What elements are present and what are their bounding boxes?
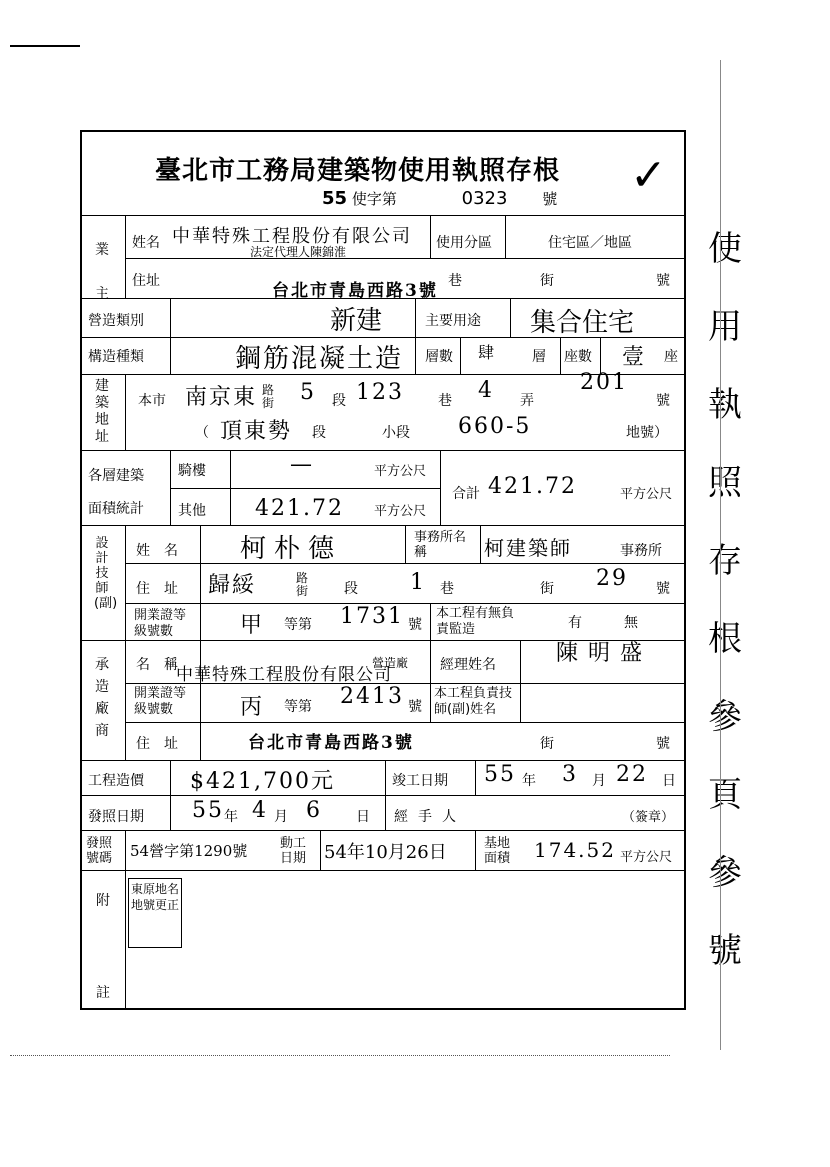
owner-addr-lane: 巷 [448,273,462,289]
site-city: 本市 [138,393,166,409]
contractor-addr-value: 台北市青島西路3號 [248,733,414,753]
page-title: 臺北市工務局建築物使用執照存根 [155,156,561,186]
buildings-value: 壹 [622,345,647,370]
site-section-unit: 段 [312,425,326,441]
site-num-unit: 號 [656,393,670,409]
margin-vertical-text: 使用執照存根參頁參號 [708,229,742,971]
contractor-license-no-unit: 號 [408,699,422,715]
building-unit: 座 [664,349,678,365]
office-suffix: 事務所 [620,543,662,559]
completion-month: 3 [562,762,578,787]
contractor-addr-street: 街 [540,736,554,752]
designer-license-grade: 甲 [240,613,265,638]
contractor-name-label: 名稱 [136,657,192,673]
designer-addr-duan: 段 [344,581,358,597]
contractor-addr-no: 號 [656,736,670,752]
correction-stamp [128,878,182,948]
license-year: 55 [322,188,348,209]
start-date-value: 54年10月26日 [324,842,447,863]
construction-type-value: 新建 [330,306,383,336]
buildings-label: 座數 [564,349,592,365]
permit-value: 54營字第1290號 [130,842,248,860]
structure-label: 構造種類 [88,349,144,365]
site-duan-unit: 段 [332,393,346,409]
scan-edge [720,60,721,1050]
start-date-label: 動工日期 [280,836,307,866]
site-lane: 123 [356,380,404,405]
owner-addr-value: 台北市青島西路3號 [272,281,438,301]
license-suffix: 號 [542,190,558,208]
contractor-section-label: 承造廠商 [95,657,109,739]
remarks-label-2: 註 [96,985,110,1001]
issue-day: 6 [306,798,322,823]
zone-label: 使用分區 [436,235,492,251]
contractor-mgr-label: 經理姓名 [440,657,496,673]
owner-addr-label: 住址 [132,273,160,289]
owner-name: 中華特殊工程股份有限公司 [172,226,412,247]
site-lane-unit: 巷 [438,393,452,409]
construction-type-label: 營造類別 [88,313,144,329]
owner-section-label: 業主 [95,242,109,302]
designer-addr-num-unit: 號 [656,581,670,597]
arcade-unit: 平方公尺 [374,464,427,479]
office-value: 柯建築師 [484,536,572,560]
designer-license-no: 1731 [340,604,404,629]
site-alley-unit: 弄 [520,393,534,409]
supervise-value: 有 [568,615,582,631]
site-road: 南京東 [185,385,258,410]
structure-value: 鋼筋混凝土造 [235,344,404,374]
scan-dash [10,45,80,47]
designer-section-label: 設計技師(副) [94,536,118,611]
site-area-label: 基地面積 [484,836,511,866]
designer-addr-lane: 1 [410,570,426,595]
total-unit: 平方公尺 [620,487,673,502]
total-label: 合計 [452,486,480,502]
completion-day: 22 [616,762,648,787]
floor-area-label-1: 各層建築 [88,468,144,484]
floors-value: 肆 [478,343,497,362]
designer-addr-lane-unit: 巷 [440,581,454,597]
site-alley: 4 [478,378,494,403]
issue-month-unit: 月 [274,809,288,825]
owner-addr-no: 號 [656,273,670,289]
site-road-unit: 路街 [262,383,275,410]
floor-unit: 層 [532,349,546,365]
contractor-license-no: 2413 [340,684,404,709]
contractor-name: 中華特殊工程股份有限公司 [176,665,392,685]
other-unit: 平方公尺 [374,504,427,519]
issue-year-unit: 年 [224,809,238,825]
total-value: 421.72 [488,474,577,499]
other-label: 其他 [178,503,206,519]
site-section-label: 建築地址 [95,378,109,445]
designer-name: 柯朴德 [240,534,343,564]
contractor-license-grade: 丙 [240,695,265,720]
designer-addr-num: 29 [596,566,628,591]
supervise-label: 本工程有無負責監造 [436,606,515,637]
other-value: 421.72 [255,496,344,521]
completion-year-unit: 年 [522,773,536,789]
permit-label: 發照號碼 [86,836,113,866]
contractor-license-grade-unit: 等第 [284,699,312,715]
designer-addr-lu: 路街 [296,571,309,598]
designer-addr-label: 住址 [136,581,192,597]
designer-license-grade-unit: 等第 [284,617,312,633]
completion-label: 竣工日期 [392,773,448,789]
site-num: 201 [580,370,628,395]
cost-value: $421,700元 [190,769,335,794]
contractor-tech-label: 本工程負責技師(副)姓名 [434,686,513,717]
contractor-type-label: 營造廠 [372,656,409,670]
handler-label: 經手人 [394,809,466,825]
site-section-name: 頂東勢 [220,419,293,444]
designer-addr-street: 街 [540,581,554,597]
signature-label: （簽章） [622,810,675,825]
main-use-value: 集合住宅 [530,308,635,338]
designer-license-no-unit: 號 [408,617,422,633]
issue-month: 4 [252,798,268,823]
remarks-label-1: 附 [96,893,110,909]
site-duan: 5 [300,380,316,405]
office-label: 事務所名稱 [414,530,467,560]
contractor-license-label: 開業證等級號數 [134,686,187,717]
arcade-value: — [290,452,314,477]
completion-month-unit: 月 [592,773,606,789]
site-lot-unit: 地號） [626,425,668,441]
stamp-text: 東原地名地號更正 [131,882,180,912]
main-use-label: 主要用途 [425,313,481,329]
site-area-unit: 平方公尺 [620,850,673,865]
designer-name-label: 姓名 [136,543,192,559]
check-mark: ✓ [630,150,667,201]
issue-year: 55 [192,798,224,823]
designer-license-label: 開業證等級號數 [134,608,187,639]
supervisor-name: 陳明盛 [556,641,653,666]
site-paren: （ [195,425,209,441]
license-no: 0323 [461,188,508,209]
contractor-addr-label: 住址 [136,736,192,752]
site-area-value: 174.52 [534,838,616,862]
site-subsection-unit: 小段 [382,425,410,441]
floor-area-label-2: 面積統計 [88,501,144,517]
completion-day-unit: 日 [662,773,676,789]
owner-addr-street: 街 [540,273,554,289]
license-label: 使字第 [351,190,397,208]
arcade-label: 騎樓 [178,463,206,479]
issue-label: 發照日期 [88,809,144,825]
zone-value: 住宅區／地區 [548,235,632,251]
site-lot: 660-5 [458,414,532,439]
scan-dash-2 [10,1055,670,1056]
designer-addr-road: 歸綏 [208,573,257,598]
owner-name-label: 姓名 [132,235,160,251]
floors-label: 層數 [425,349,453,365]
completion-year: 55 [484,762,516,787]
issue-day-unit: 日 [356,809,370,825]
owner-rep: 法定代理人陳錦淮 [250,245,347,259]
cost-label: 工程造價 [88,773,144,789]
supervise-none: 無 [624,615,638,631]
